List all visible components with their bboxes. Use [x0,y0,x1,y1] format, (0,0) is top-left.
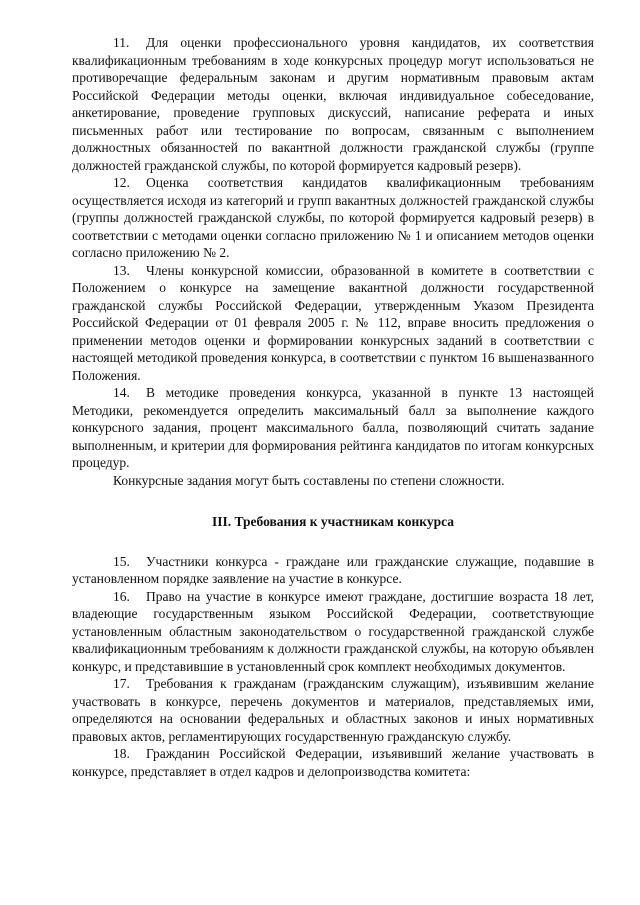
paragraph-text: Конкурсные задания могут быть составлены по степени сложности. [113,472,505,488]
paragraph-number: 16. [113,588,130,604]
paragraph-13 [72,262,594,385]
paragraph-15 [72,553,594,588]
document-page [72,34,594,780]
paragraph-number: 17. [113,676,130,691]
paragraph-text: Оценка соответствия кандидатов квалификационным требованиям осуществляется исходя из категорий и групп вакантных должностей гражданской службы (группы должностей гражданской службы, по которой формируется кадровый резерв) в соответствии с методами оценки согласно приложению № 1 и описанием методов оценки согласно приложению № 2. [72,175,594,260]
paragraph-16 [72,588,594,676]
paragraph-text: Участники конкурса - граждане или гражданские служащие, подавшие в установленном порядке заявление на участие в конкурсе. [72,553,594,586]
paragraph-text: Члены конкурсной комиссии, образованной в комитете в соответствии с Положением о конкурсе на замещение вакантной должности государственной гражданской службы Российской Федерации, утвержденным Указом Президента Российской Федерации от 01 февраля 2005 г. № 112, вправе вносить предложения о применении методов оценки и формировании конкурсных заданий в соответствии с настоящей методикой проведения конкурса, в соответствии с пунктом 16 вышеназванного Положения. [72,262,594,383]
paragraph-number: 11. [113,35,130,50]
paragraph-text: Для оценки профессионального уровня кандидатов, их соответствия квалификационным требованиям в ходе конкурсных процедур могут использоваться не противоречащие федеральным законам и другим нормативным правовым актам Российской Федерации методы оценки, включая индивидуальное собеседование, анкетирование, проведение групповых дискуссий, написание реферата и иных письменных работ или тестирование по вопросам, связанным с выполнением должностных обязанностей по вакантной должности гражданской службы (группе должностей гражданской службы, по которой формируется кадровый резерв). [72,35,594,173]
paragraph-text: Требования к гражданам (гражданским служащим), изъявившим желание участвовать в конкурсе, перечень документов и материалов, представляемых ими, определяются на основании федеральных и областных законов и иных нормативных правовых актов, регламентирующих государственную гражданскую службу. [72,676,594,744]
paragraph-number: 13. [113,262,130,278]
paragraph-11 [72,34,594,174]
paragraph-number: 12. [113,175,130,190]
paragraph-tasks-note [72,472,594,490]
paragraph-18 [72,745,594,780]
paragraph-number: 18. [113,746,130,761]
paragraph-14 [72,384,594,472]
paragraph-text: Гражданин Российской Федерации, изъявивший желание участвовать в конкурсе, представляет в отдел кадров и делопроизводства комитета: [72,746,594,779]
paragraph-number: 14. [113,385,130,400]
paragraph-17 [72,675,594,745]
section-heading: III. Требования к участникам конкурса [212,514,454,529]
paragraph-text: Право на участие в конкурсе имеют граждане, достигшие возраста 18 лет, владеющие государственным языком Российской Федерации, соответствующие установленным областным законодательством о государственной гражданской службе квалификационным требованиям к должности гражданской службы, на которую объявлен конкурс, и представившие в установленный срок комплект необходимых документов. [72,588,594,674]
paragraph-12 [72,174,594,262]
paragraph-number: 15. [113,553,130,569]
paragraph-text: В методике проведения конкурса, указанной в пункте 13 настоящей Методики, рекомендуется определить максимальный балл за выполнение каждого конкурсного задания, процент максимального балла, позволяющий считать задание выполненным, и критерии для формирования рейтинга кандидатов по итогам конкурсных процедур. [72,385,594,470]
